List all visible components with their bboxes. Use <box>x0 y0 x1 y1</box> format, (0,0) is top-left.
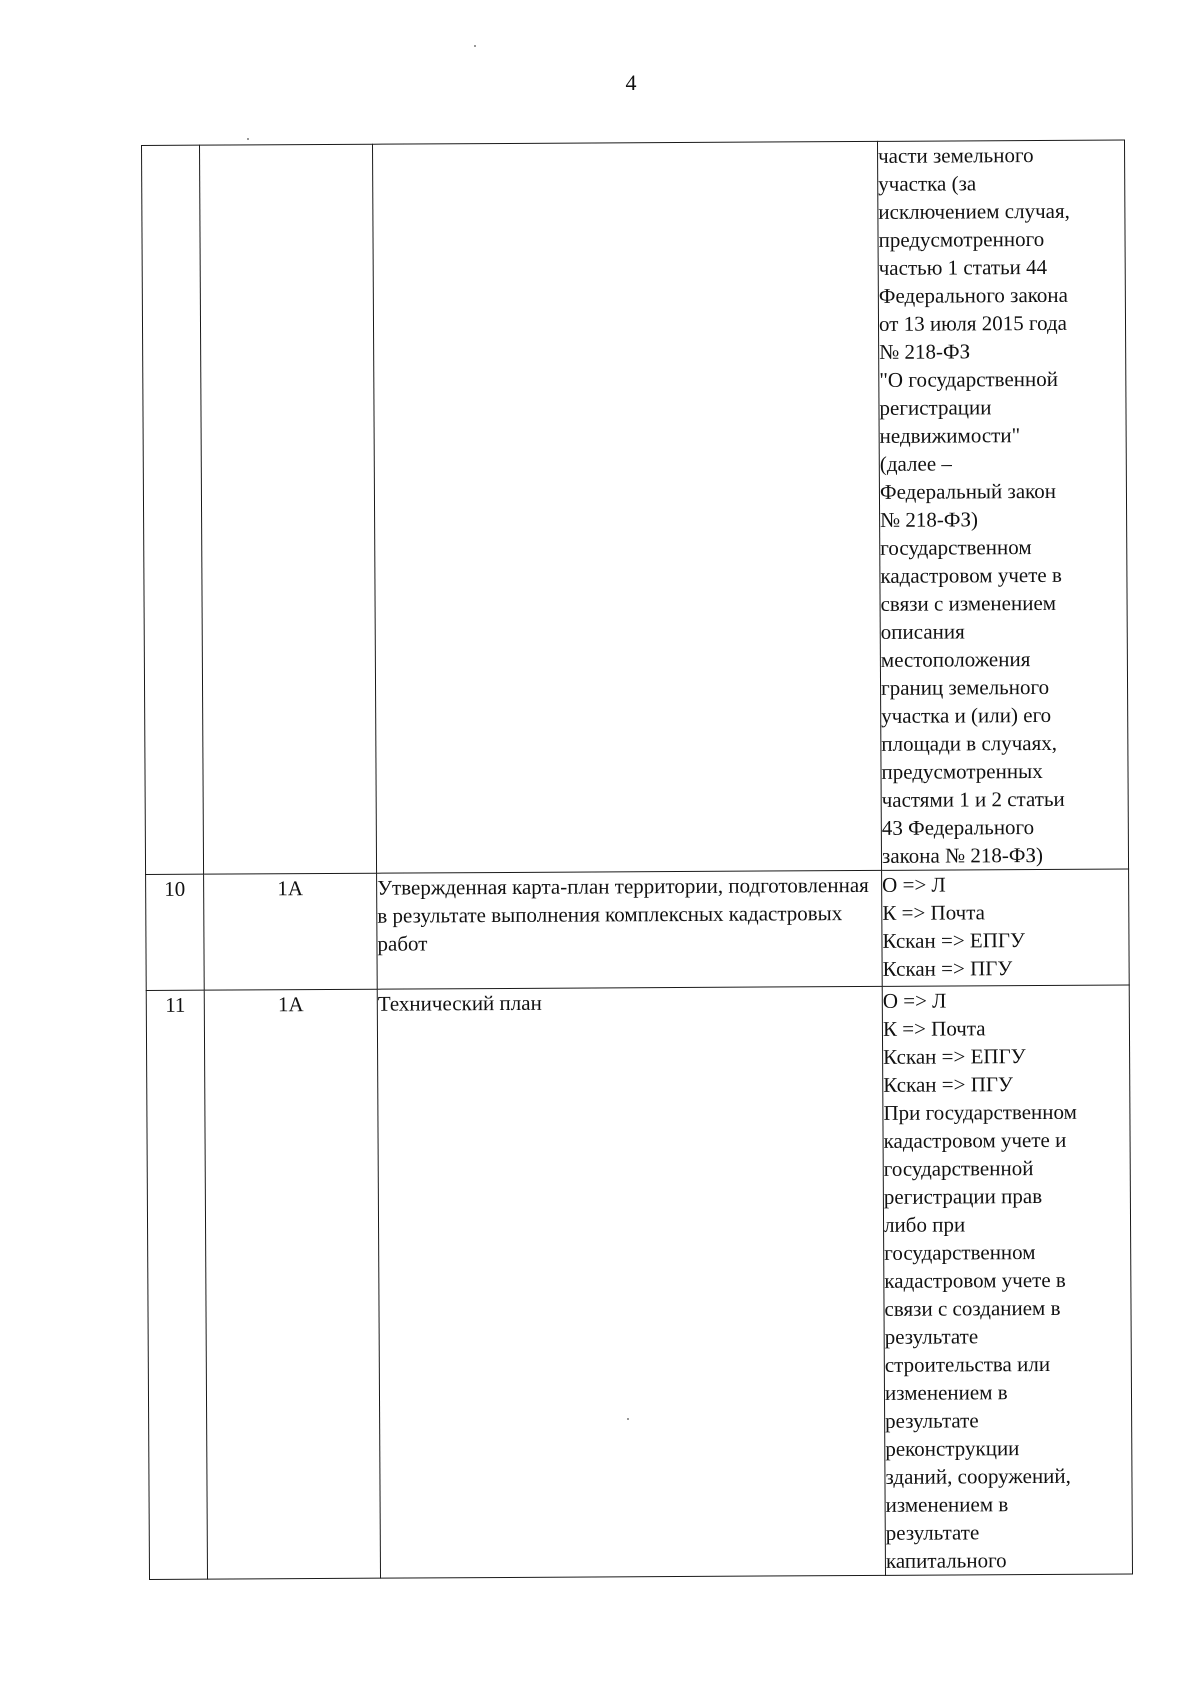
table-row <box>146 869 1130 990</box>
row-document-name: Технический план <box>377 986 885 1578</box>
row-note: О => Л К => Почта Кскан => ЕПГУ Кскан => ПГУ <box>882 869 1130 986</box>
table-row <box>142 140 1129 874</box>
scan-speck <box>247 138 249 140</box>
table-row <box>146 985 1132 1579</box>
page-number: 4 <box>625 70 637 95</box>
row-code <box>200 144 377 874</box>
document-table <box>141 140 1133 1580</box>
row-number: 10 <box>146 874 205 990</box>
row-code: 1А <box>204 873 378 990</box>
row-number: 11 <box>146 990 207 1579</box>
scan-speck <box>474 45 476 47</box>
row-note: части земельного участка (за исключением случая, предусмотренного частью 1 статьи 44 Федерального закона от 13 июля 2015 года № 218-ФЗ "О государственной регистрации недвижимости" (далее – Федеральный закон № 218-ФЗ) государственном кадастровом учете в связи с изменением описания местоположения границ земельного участка и (или) его площади в случаях, предусмотренных частями 1 и 2 статьи 43 Федерального закона № 218-ФЗ) <box>877 140 1128 870</box>
row-code: 1А <box>204 989 380 1579</box>
row-document-name: Утвержденная карта-план территории, подготовленная в результате выполнения комплексных кадастровых работ <box>377 870 883 989</box>
row-number <box>142 145 204 874</box>
row-document-name <box>372 141 881 873</box>
row-note: О => Л К => Почта Кскан => ЕПГУ Кскан => ПГУ При государственном кадастровом учете и государственной регистрации прав либо при государственном кадастровом учете в связи с созданием в результате строительства или изменением в результате реконструкции зданий, сооружений, изменением в результате капитального <box>882 985 1132 1575</box>
